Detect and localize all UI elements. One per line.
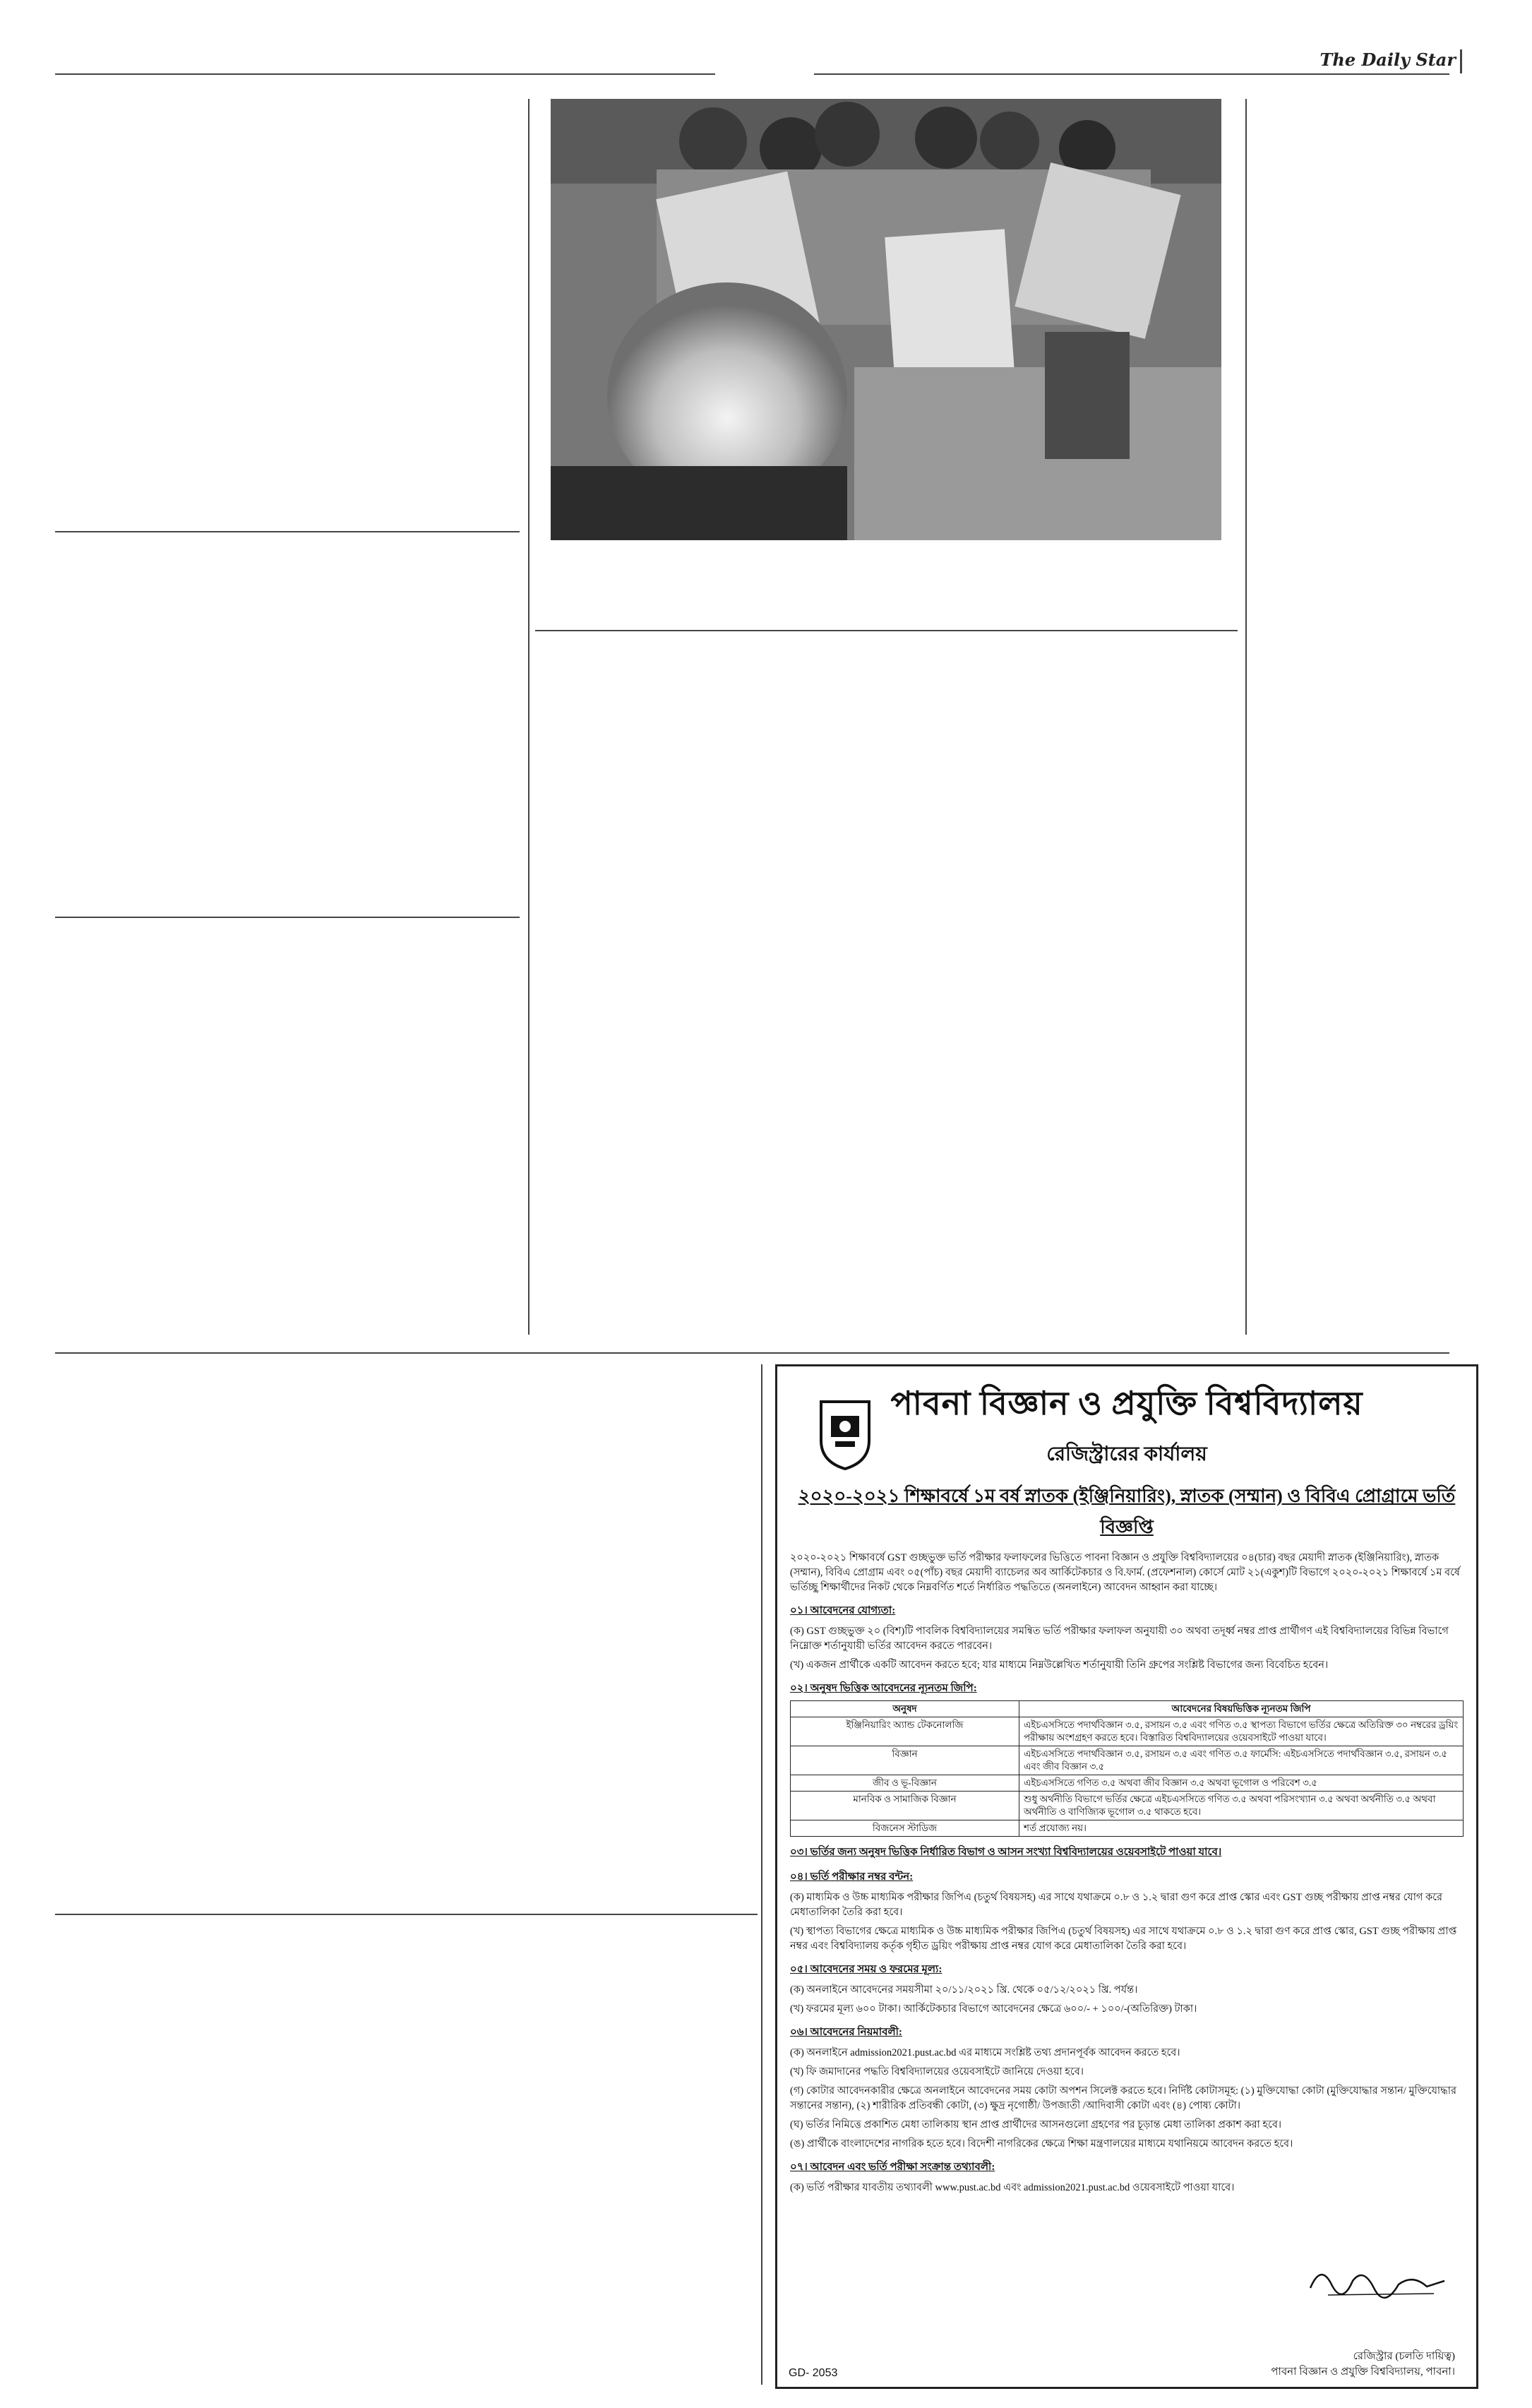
- section-4-b: (খ) স্থাপত্য বিভাগের ক্ষেত্রে মাধ্যমিক ও উচ্চ মাধ্যমিক পরীক্ষার জিপিএ (চতুর্থ বিষয়সহ) এর সাথে যথাক্রমে ০.৮ ও ১.২ দ্বারা গুণ করে প্রাপ্ত স্কোর, GST গুচ্ছ পরীক্ষায় প্রাপ্ত নম্বর এবং বিশ্ববিদ্যালয় কর্তৃক গৃহীত ড্রয়িং পরীক্ষায় প্রাপ্ত নম্বর যোগ করে মেধাতালিকা তৈরি করা হবে।: [790, 1926, 1457, 1952]
- table-cell: শুধু অর্থনীতি বিভাগে ভর্তির ক্ষেত্রে এইচএসসিতে গণিত ৩.৫ অথবা পরিসংখ্যান ৩.৫ অথবা অর্থনীতি ৩.৫ অথবা অর্থনীতি ও বাণিজ্যিক ভূগোল ৩.৫ থাকতে হবে।: [1019, 1792, 1464, 1820]
- signatory-org: পাবনা বিজ্ঞান ও প্রযুক্তি বিশ্ববিদ্যালয়, পাবনা।: [1271, 2366, 1455, 2378]
- section-5-b: (খ) ফরমের মূল্য ৬০০ টাকা। আর্কিটেকচার বিভাগে আবেদনের ক্ষেত্রে ৬০০/- + ১০০/-(অতিরিক্ত) টাকা।: [790, 2003, 1197, 2015]
- section-6-a: (ক) অনলাইনে admission2021.pust.ac.bd এর মাধ্যমে সংশ্লিষ্ট তথ্য প্রদানপূর্বক আবেদন করতে হবে।: [790, 2047, 1180, 2058]
- registrar-office: রেজিস্ট্রারের কার্যালয়: [1046, 1443, 1207, 1465]
- ad-code: GD- 2053: [789, 2367, 838, 2379]
- section-6-d: (ঘ) ভর্তির নিমিত্তে প্রকাশিত মেধা তালিকায় স্থান প্রাপ্ত প্রার্থীদের আসনগুলো গ্রহণের পর চূড়ান্ত মেধা তালিকা প্রকাশ করা হবে।: [790, 2119, 1282, 2130]
- full-width-rule: [55, 1352, 1449, 1354]
- table-header-row: [791, 1701, 1464, 1717]
- table-cell: বিজনেস স্টাডিজ: [791, 1820, 1019, 1837]
- section-5-a: (ক) অনলাইনে আবেদনের সময়সীমা ২০/১১/২০২১ খ্রি. থেকে ০৫/১২/২০২১ খ্রি. পর্যন্ত।: [790, 1984, 1138, 1996]
- ad-divider: [761, 1364, 762, 2385]
- table-row: [791, 1717, 1464, 1746]
- section-1-b: (খ) একজন প্রার্থীকে একটি আবেদন করতে হবে; যার মাধ্যমে নিম্নউল্লেখিত শর্তানুযায়ী তিনি গ্রুপের সংশ্লিষ্ট বিভাগের জন্য বিবেচিত হবেন।: [790, 1659, 1329, 1671]
- gpa-table: [790, 1700, 1464, 1837]
- section-1-a: (ক) GST গুচ্ছভুক্ত ২০ (বিশ)টি পাবলিক বিশ্ববিদ্যালয়ের সমন্বিত ভর্তি পরীক্ষার ফলাফল অনুযায়ী ৩০ অথবা তদূর্ধ্ব নম্বর প্রাপ্ত প্রার্থীগণ এই বিশ্ববিদ্যালয়ের বিভিন্ন বিভাগে নিম্নোক্ত শর্তানুযায়ী ভর্তির আবেদন করতে পারবেন।: [790, 1626, 1449, 1652]
- registrar-signature: [1307, 2260, 1448, 2302]
- section-6-title: ০৬। আবেদনের নিয়মাবলী:: [790, 2027, 902, 2038]
- left-col-rule-1: [55, 531, 520, 532]
- university-name: পাবনা বিজ্ঞান ও প্রযুক্তি বিশ্ববিদ্যালয়: [890, 1385, 1363, 1421]
- table-cell: ইঞ্জিনিয়ারিং অ্যান্ড টেকনোলজি: [791, 1717, 1019, 1746]
- section-3: ০৩। ভর্তির জন্য অনুষদ ভিত্তিক নির্ধারিত বিভাগ ও আসন সংখ্যা বিশ্ববিদ্যালয়ের ওয়েবসাইটে পাওয়া যাবে।: [790, 1847, 1222, 1858]
- table-header-faculty: অনুষদ: [791, 1701, 1019, 1717]
- section-7-title: ০৭। আবেদন এবং ভর্তি পরীক্ষা সংক্রান্ত তথ্যাবলী:: [790, 2162, 995, 2173]
- table-row: [791, 1775, 1464, 1792]
- admission-advertisement: [775, 1364, 1478, 2389]
- mid-col-rule: [535, 630, 1238, 631]
- section-2-title: ০২। অনুষদ ভিত্তিক আবেদনের ন্যূনতম জিপি:: [790, 1683, 977, 1694]
- table-row: [791, 1746, 1464, 1775]
- table-cell: মানবিক ও সামাজিক বিজ্ঞান: [791, 1792, 1019, 1820]
- section-5-title: ০৫। আবেদনের সময় ও ফরমের মূল্য:: [790, 1964, 942, 1975]
- table-header-gpa: আবেদনের বিষয়ভিত্তিক ন্যূনতম জিপি: [1019, 1701, 1464, 1717]
- masthead-bar: [1460, 49, 1462, 73]
- col-divider-2: [1245, 99, 1247, 1335]
- signatory-block: [1271, 2349, 1455, 2380]
- masthead: The Daily Star: [1319, 49, 1456, 70]
- section-4-title: ০৪। ভর্তি পরীক্ষার নম্বর বন্টন:: [790, 1871, 914, 1883]
- table-row: [791, 1792, 1464, 1820]
- section-6-c: (গ) কোটার আবেদনকারীর ক্ষেত্রে অনলাইনে আবেদনের সময় কোটা অপশন সিলেক্ট করতে হবে। নির্দিষ্ট কোটাসমূহ: (১) মুক্তিযোদ্ধা কোটা (মুক্তিযোদ্ধার সন্তান/ মুক্তিযোদ্ধার সন্তানের সন্তান), (২) শারীরিক প্রতিবন্ধী কোটা, (৩) ক্ষুদ্র নৃগোষ্ঠী/ উপজাতী /আদিবাসী কোটা এবং (৪) পোষ্য কোটা।: [790, 2085, 1456, 2111]
- left-col-rule-2: [55, 917, 520, 918]
- section-7-a: (ক) ভর্তি পরীক্ষার যাবতীয় তথ্যাবলী www.pust.ac.bd এবং admission2021.pust.ac.bd ওয়েবসাইটে পাওয়া যাবে।: [790, 2182, 1235, 2193]
- section-4-a: (ক) মাধ্যমিক ও উচ্চ মাধ্যমিক পরীক্ষার জিপিএ (চতুর্থ বিষয়সহ) এর সাথে যথাক্রমে ০.৮ ও ১.২ দ্বারা গুণ করে প্রাপ্ত স্কোর এবং GST গুচ্ছ পরীক্ষায় প্রাপ্ত নম্বর যোগ করে মেধাতালিকা তৈরি করা হবে।: [790, 1892, 1442, 1918]
- admission-headline: ২০২০-২০২১ শিক্ষাবর্ষে ১ম বর্ষ স্নাতক (ইঞ্জিনিয়ারিং), স্নাতক (সম্মান) ও বিবিএ প্রোগ্রামে ভর্তি বিজ্ঞপ্তি: [798, 1486, 1456, 1537]
- table-cell: এইচএসসিতে পদার্থবিজ্ঞান ৩.৫, রসায়ন ৩.৫ এবং গণিত ৩.৫ ফার্মেসি: এইচএসসিতে পদার্থবিজ্ঞান ৩.৫, রসায়ন ৩.৫ এবং জীব বিজ্ঞান ৩.৫: [1019, 1746, 1464, 1775]
- col-divider-1: [528, 99, 529, 1335]
- intro-text: ২০২০-২০২১ শিক্ষাবর্ষে GST গুচ্ছভুক্ত ভর্তি পরীক্ষার ফলাফলের ভিত্তিতে পাবনা বিজ্ঞান ও প্রযুক্তি বিশ্ববিদ্যালয়ের ০৪(চার) বছর মেয়াদী স্নাতক (ইঞ্জিনিয়ারিং), স্নাতক (সম্মান), বিবিএ প্রোগ্রাম এবং ০৫(পাঁচ) বছর মেয়াদী ব্যাচেলর অব আর্কিটেকচার ও বি.ফার্ম. (প্রফেশনাল) কোর্সে মোট ২১(একুশ)টি বিভাগে ২০২০-২০২১ শিক্ষাবর্ষে ১ম বর্ষে ভর্তিচ্ছু শিক্ষার্থীদের নিকট থেকে নিম্নবর্ণিত শর্তে নির্ধারিত পদ্ধতিতে (অনলাইনে) আবেদন আহ্বান করা যাচ্ছে।: [790, 1552, 1460, 1593]
- table-cell: শর্ত প্রযোজ্য নয়।: [1019, 1820, 1464, 1837]
- top-rule-left: [55, 73, 715, 75]
- table-cell: এইচএসসিতে পদার্থবিজ্ঞান ৩.৫, রসায়ন ৩.৫ এবং গণিত ৩.৫ স্থাপত্য বিভাগে ভর্তির ক্ষেত্রে অতিরিক্ত ৩০ নম্বরের ড্রয়িং পরীক্ষায় অংশগ্রহণ করতে হবে। বিস্তারিত বিশ্ববিদ্যালয়ের ওয়েবসাইটে পাওয়া যাবে।: [1019, 1717, 1464, 1746]
- signatory-role: রেজিস্ট্রার (চলতি দায়িত্ব): [1353, 2351, 1455, 2362]
- section-6-b: (খ) ফি জমাদানের পদ্ধতি বিশ্ববিদ্যালয়ের ওয়েবসাইটে জানিয়ে দেওয়া হবে।: [790, 2066, 1084, 2078]
- news-photo: [551, 99, 1221, 540]
- section-1-title: ০১। আবেদনের যোগ্যতা:: [790, 1605, 896, 1616]
- protest-photo-illustration: [551, 99, 1221, 540]
- section-6-e: (ঙ) প্রার্থীকে বাংলাদেশের নাগরিক হতে হবে। বিদেশী নাগরিকের ক্ষেত্রে শিক্ষা মন্ত্রণালয়ের মাধ্যমে যথানিয়মে আবেদন করতে হবে।: [790, 2138, 1293, 2150]
- table-cell: এইচএসসিতে গণিত ৩.৫ অথবা জীব বিজ্ঞান ৩.৫ অথবা ভূগোল ও পরিবেশ ৩.৫: [1019, 1775, 1464, 1792]
- bottom-left-rule: [55, 1914, 758, 1915]
- table-cell: বিজ্ঞান: [791, 1746, 1019, 1775]
- top-rule-right: [814, 73, 1449, 75]
- table-cell: জীব ও ভূ-বিজ্ঞান: [791, 1775, 1019, 1792]
- table-row: [791, 1820, 1464, 1837]
